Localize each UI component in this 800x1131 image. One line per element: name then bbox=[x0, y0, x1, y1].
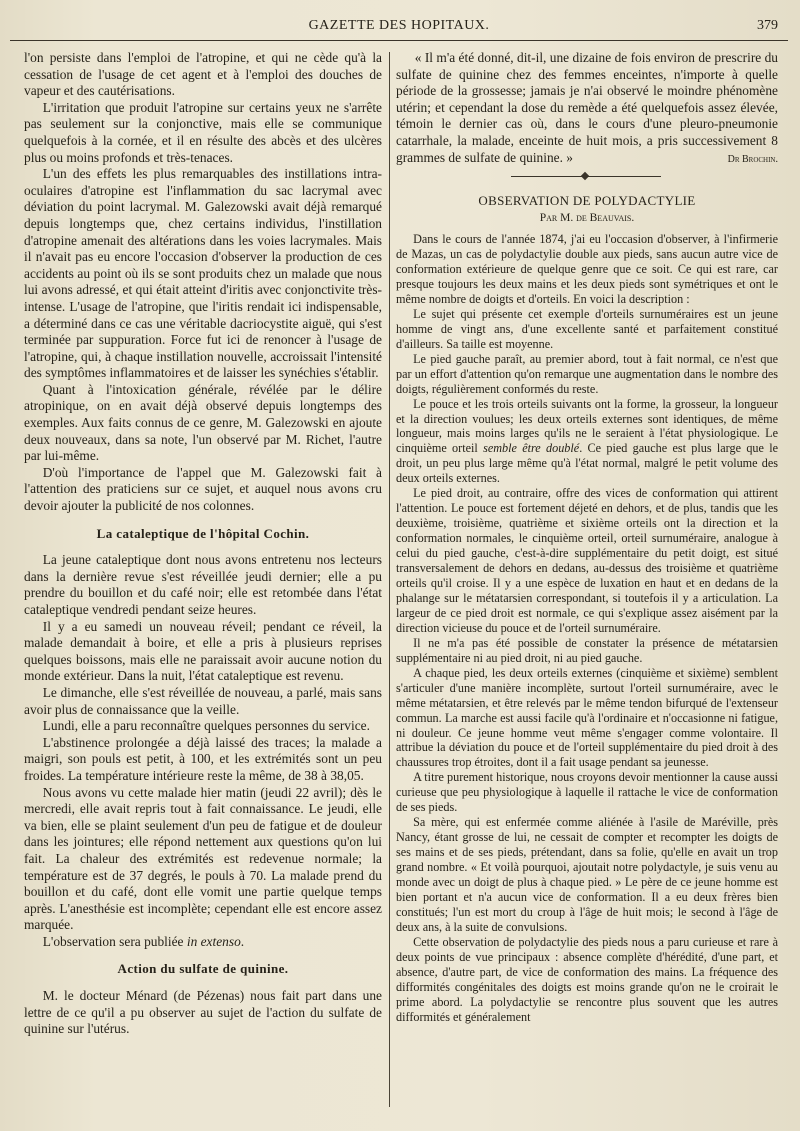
paragraph: Nous avons vu cette malade hier matin (jeudi 22 avril); dès le mercredi, elle avait repris tout à fait connaissance. Le jeudi, elle va bien, elle se plaint seulement d'un peu de fatigue et de douleur dans les jointures; elle répond nettement aux questions qu'on lui fait. La chaleur des extrémités est redevenue normale; la température est de 37 degrés, le pouls à 70. La malade prend du bouillon et du café, dont elle vomit une partie quelque temps après. L'anesthésie est incomplète; cependant elle est encore assez marquée. bbox=[24, 784, 382, 933]
paragraph: L'irritation que produit l'atropine sur certains yeux ne s'arrête pas seulement sur la conjonctive, mais elle se communique quelquefois à la cornée, et il en résulte des abcès et des ulcères plus ou moins profonds et très-tenaces. bbox=[24, 99, 382, 165]
section-heading-cataleptique: La cataleptique de l'hôpital Cochin. bbox=[96, 525, 310, 541]
paragraph bbox=[24, 934, 382, 951]
page-number: 379 bbox=[757, 18, 778, 33]
text-run: L'observation sera publiée bbox=[42, 933, 187, 949]
paragraph: L'un des effets les plus remarquables des instillations intra-oculaires d'atropine est l'inflammation du sac lacrymal avec déviation du point lacrymal. M. Galezowski avait déjà remarqué depuis longtemps que, chez certains individus, l'instillation d'atropine amenait des altérations dans les voies lacrymales. Mais il n'avait pas eu encore l'occasion d'observer la production de ces accidents au point où ils se sont produits chez un malade que nous lui avons adressé, et qui était atteint d'iritis avec conjonctivite très-intense. L'usage de l'atropine, que l'iritis rendait ici indispensable, a déterminé dans ce cas une véritable dacriocystite aiguë, qui s'est terminée par suppuration. Force fut ici de renoncer à l'usage de l'atropine, qui, à chaque instillation nouvelle, accroissait l'intensité des symptômes inflammatoires et de laisser les synéchies s'établir. bbox=[24, 166, 382, 381]
text-run: Le pouce et les trois orteils suivants ont la forme, la grosseur, la longueur et la direction voulues; les deux orteils externes sont identiques, de même longueur, mais moins larges qu'ils ne le seraient à l'état physiologique. Le cinquième orteil bbox=[396, 396, 778, 456]
section-heading-quinine: Action du sulfate de quinine. bbox=[117, 961, 289, 977]
signature: Dr Brochin. bbox=[727, 153, 778, 165]
paragraph: Lundi, elle a paru reconnaître quelques personnes du service. bbox=[42, 718, 370, 734]
article-title: OBSERVATION DE POLYDACTYLIE bbox=[478, 193, 696, 209]
paragraph: Quant à l'intoxication générale, révélée par le délire atropinique, on en avait déjà observé depuis longtemps des exemples. Aux faits connus de ce genre, M. Galezowski en ajoute deux nouveaux, dans sa note, l'un observé par M. Richet, l'autre par lui-même. bbox=[24, 381, 382, 464]
paragraph: l'on persiste dans l'emploi de l'atropine, et qui ne cède qu'à la cessation de l'usage de cet agent et à l'emploi des douches de vapeur et des cautérisations. bbox=[24, 50, 382, 99]
paragraph: Il ne m'a pas été possible de constater la présence de métatarsien supplémentaire ni au pied droit, ni au pied gauche. bbox=[396, 635, 778, 665]
journal-title: GAZETTE DES HOPITAUX. bbox=[308, 18, 490, 33]
ornament-divider bbox=[396, 168, 778, 184]
italic-text: in extenso bbox=[186, 933, 241, 949]
paragraph: Cette observation de polydactylie des pieds nous a paru curieuse et rare à deux points de vue principaux : absence complète d'hérédité, d'une part, et absence, d'autre part, de vice de conformation des mains. La fréquence des difformités congénitales des doigts est moins grande qu'on ne le croirait le prime abord. La polydactylie se rencontre plus souvent que les autres difformités et généralement bbox=[396, 934, 778, 1024]
text-run: . Ce pied gauche est plus large que le droit, un peu plus large même qu'à l'état normal, malgré le petit volume des deux orteils externes. bbox=[396, 441, 779, 486]
paragraph bbox=[396, 397, 778, 487]
paragraph: M. le docteur Ménard (de Pézenas) nous fait part dans une lettre de ce qu'il a pu observer au sujet de l'action du sulfate de quinine sur l'utérus. bbox=[24, 988, 382, 1037]
paragraph: Le sujet qui présente cet exemple d'orteils surnuméraires est un jeune homme de vingt ans, d'une excellente santé et parfaitement constitué d'ailleurs. Sa taille est moyenne. bbox=[396, 306, 778, 351]
paragraph: Le dimanche, elle s'est réveillée de nouveau, a parlé, mais sans avoir plus de connaissance que la veille. bbox=[24, 684, 382, 717]
diamond-ornament bbox=[581, 172, 589, 180]
column-divider bbox=[389, 52, 390, 1107]
right-column bbox=[396, 50, 778, 1025]
paragraph: A chaque pied, les deux orteils externes (cinquième et sixième) semblent s'articuler d'une manière incomplète, surtout l'orteil surnuméraire, avec le même métatarsien, et être relevés par le même tendon bifurqué de l'extenseur commun. La marche est aussi facile qu'à l'ordinaire et n'occasionne ni fatigue, ni douleur. Ce jeune homme veut même s'engager comme volontaire. Il attribue la déviation du pouce et de l'orteil supplémentaire du pied droit à des chaussures trop étroites, dont il a fait usage pendant sa jeunesse. bbox=[396, 665, 778, 770]
paragraph: Il y a eu samedi un nouveau réveil; pendant ce réveil, la malade demandait à boire, et elle a pris à plusieurs reprises quelques boissons, mais elle ne paraissait avoir aucune notion du monde extérieur. Dans la nuit, l'état cataleptique est revenu. bbox=[24, 618, 382, 684]
paragraph: La jeune cataleptique dont nous avons entretenu nos lecteurs dans la dernière revue s'est réveillée jeudi dernier; elle a pu prendre du bouillon et du café noir; elle est retombée dans l'état cataleptique vendredi pendant seize heures. bbox=[24, 552, 382, 617]
left-column bbox=[24, 50, 382, 1038]
page-header bbox=[10, 14, 788, 41]
paragraph: D'où l'importance de l'appel que M. Galezowski fait à l'attention des praticiens sur ce sujet, et auquel nous avons cru devoir ajouter la publicité de nos colonnes. bbox=[24, 464, 382, 514]
italic-text: semble être doublé bbox=[483, 441, 580, 456]
article-byline: Par M. de Beauvais. bbox=[539, 212, 635, 225]
text-run: . bbox=[240, 933, 245, 949]
paragraph: Le pied gauche paraît, au premier abord, tout à fait normal, ce n'est que par un effort d'attention qu'on remarque une augmentation dans le nombre des doigts, régulièrement conformés du reste. bbox=[396, 351, 778, 396]
quote-paragraph bbox=[396, 50, 778, 166]
paragraph: A titre purement historique, nous croyons devoir mentionner la cause aussi curieuse que peu physiologique à laquelle il rattache le vice de conformation de ses pieds. bbox=[396, 770, 778, 815]
paragraph: Le pied droit, au contraire, offre des vices de conformation qui attirent l'attention. Le pouce est fortement déjeté en dehors, et de plus, tandis que les deuxième, troisième, quatrième et sixième orteils ont la direction et la conformation normales, le cinquième orteil, orteil surnuméraire, analogue à celui du pied gauche, c'est-à-dire supplémentaire du petit doigt, est situé transversalement de dehors en dedans, au-dessus des troisième et quatrième orteils qu'il croise. Il y a une espèce de luxation en haut et en dedans de la phalange sur le métatarsien correspondant, si toutefois il y a articulation. La largeur de ce pied droit est normale, ce qui s'explique assez aisément par la direction vicieuse du pouce et de l'orteil surnuméraire. bbox=[396, 486, 778, 635]
text-run: « Il m'a été donné, dit-il, une dizaine de fois environ de prescrire du sulfate de quinine chez des femmes enceintes, n'importe à quelle période de la grossesse; jamais je n'ai observé le moindre phénomène utérin; et cependant la dose du remède a été quelquefois assez élevée, témoin le dernier cas où, dans le cours d'une pleuro-pneumonie catarrhale, la malade, enceinte de huit mois, a pris successivement 8 grammes de sulfate de quinine. » bbox=[396, 50, 778, 165]
paragraph: L'abstinence prolongée a déjà laissé des traces; la malade a maigri, son pouls est petit, à 100, et les extrémités sont un peu froides. La température intérieure reste la même, de 38 à 38,05. bbox=[24, 734, 382, 783]
paragraph: Sa mère, qui est enfermée comme aliénée à l'asile de Maréville, près Nancy, étant grosse de lui, ne cessait de compter et recompter les doigts de ses mains et de ses pieds, prétendant, dans sa folie, qu'elle en avait un trop grand nombre. « Et voilà pourquoi, ajoutait notre polydactyle, je suis venu au monde avec un doigt de plus à chaque pied. » Le père de ce jeune homme est bien portant et n'a aucun vice de conformation. Il a eu deux frères bien constitués; l'un est mort du croup à l'âge de huit mois; le second à l'âge de deux ans, à la suite de convulsions. bbox=[396, 815, 778, 934]
paragraph: Dans le cours de l'année 1874, j'ai eu l'occasion d'observer, à l'infirmerie de Mazas, un cas de polydactylie double aux pieds, sans aucun autre vice de conformation extérieure de quelque genre que ce soit. Ce qui est rare, car presque toujours les deux mains et les deux pieds sont symétriques et ont le même nombre de doigts et d'orteils. En voici la description : bbox=[396, 232, 778, 306]
